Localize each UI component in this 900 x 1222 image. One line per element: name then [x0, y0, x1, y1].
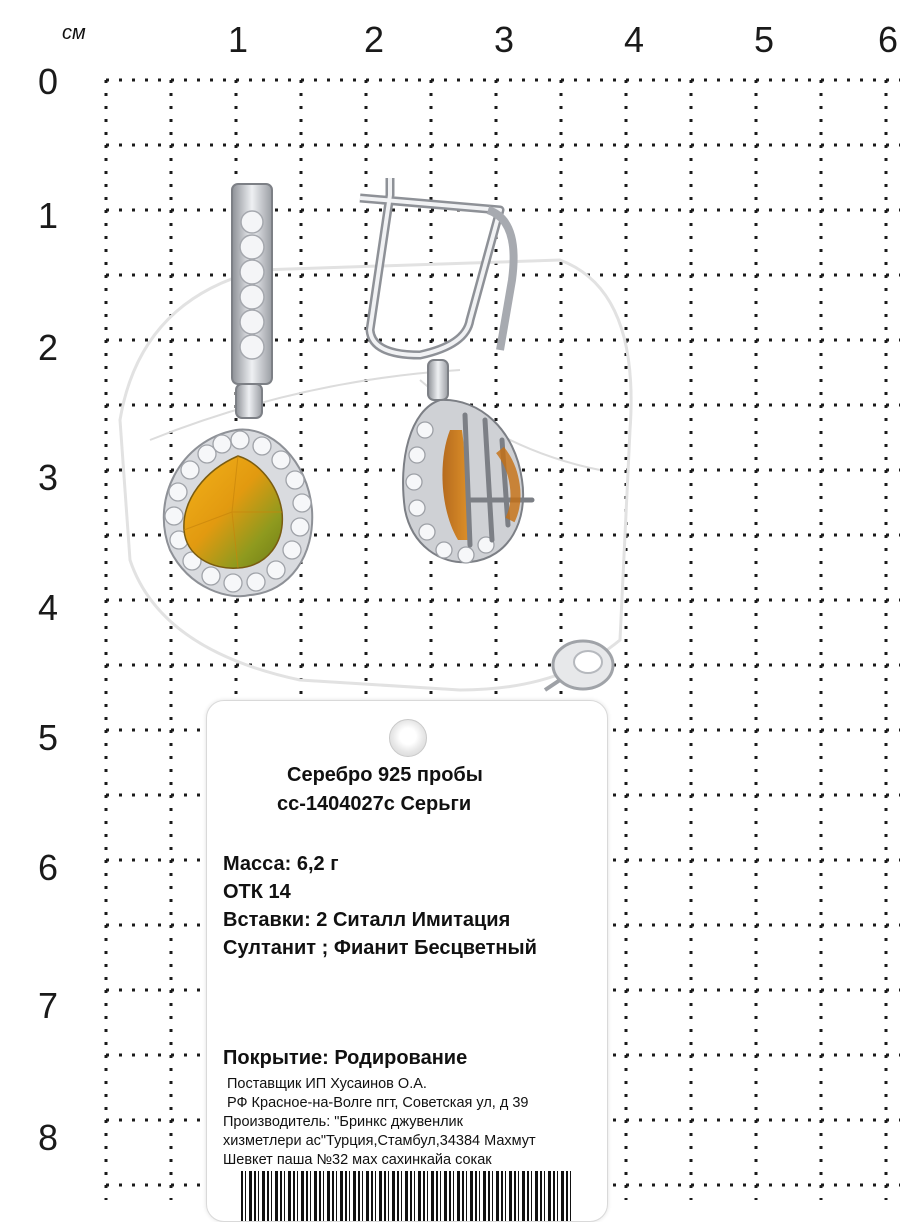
tag-maker-line1: Производитель: "Бринкс джувенлик	[223, 1114, 463, 1130]
ruler-top-2: 2	[364, 19, 385, 60]
ruler-unit-label: см	[62, 22, 86, 44]
ruler-left-3: 3	[38, 457, 59, 498]
tag-metal: Серебро 925 пробы	[287, 764, 483, 786]
ruler-left-6: 6	[38, 847, 59, 888]
barcode	[241, 1171, 571, 1221]
tag-inserts-line1: Вставки: 2 Ситалл Имитация	[223, 909, 511, 931]
ruler-top-5: 5	[754, 19, 775, 60]
tag-inserts-line2: Султанит ; Фианит Бесцветный	[223, 937, 537, 959]
ruler-left-2: 2	[38, 327, 59, 368]
ruler-top-1: 1	[228, 19, 249, 60]
tag-coating: Покрытие: Родирование	[223, 1047, 468, 1069]
tag-article: сс-1404027с Серьги	[277, 793, 472, 815]
earring-side-view	[360, 178, 532, 563]
ruler-top-4: 4	[624, 19, 645, 60]
ruler-left-7: 7	[38, 985, 59, 1026]
earring-front-view	[164, 184, 312, 596]
ruler-left-0: 0	[38, 61, 59, 102]
ruler-left-5: 5	[38, 717, 59, 758]
product-tag	[206, 700, 608, 1222]
tag-otk: ОТК 14	[223, 881, 291, 903]
tag-supplier: Поставщик ИП Хусаинов О.А.	[227, 1076, 427, 1092]
ruler-left-8: 8	[38, 1117, 59, 1158]
ruler-left-1: 1	[38, 195, 59, 236]
ruler-top-3: 3	[494, 19, 515, 60]
tag-clip	[545, 641, 613, 690]
ruler-left-4: 4	[38, 587, 59, 628]
tag-mass: Масса: 6,2 г	[223, 853, 339, 875]
tag-maker-line2: хизметлери ас"Турция,Стамбул,34384 Махмут	[223, 1133, 536, 1149]
tag-maker-line3: Шевкет паша №32 мах сахинкайа сокак	[223, 1152, 492, 1168]
tag-hole	[389, 719, 427, 757]
tag-address: РФ Красное-на-Волге пгт, Советская ул, д 39	[227, 1095, 529, 1111]
ruler-top-6: 6	[878, 19, 899, 60]
